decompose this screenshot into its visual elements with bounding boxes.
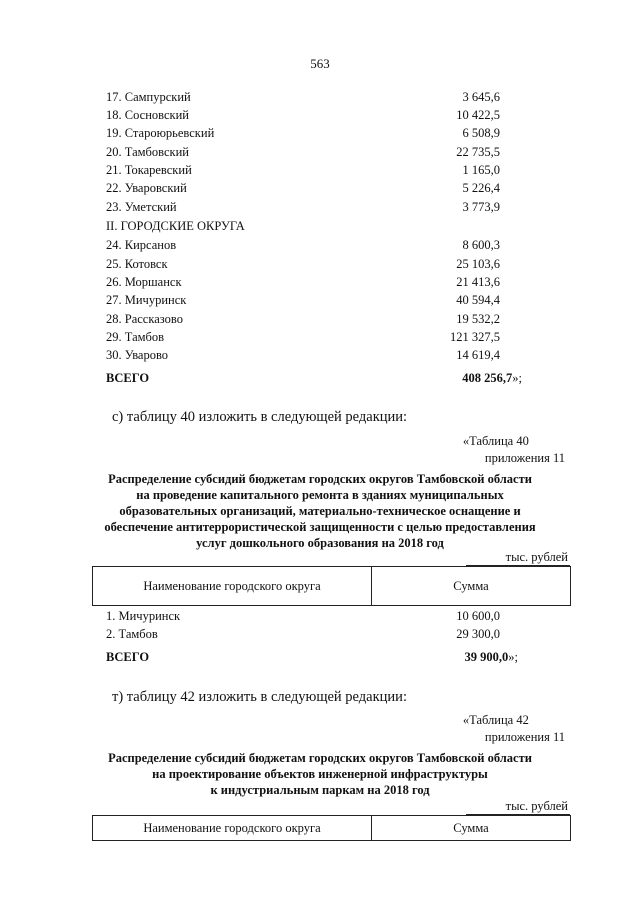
column-header-name: Наименование городского округа	[93, 567, 372, 605]
list-item: 18. Сосновский 10 422,5	[106, 108, 500, 122]
column-header-sum: Сумма	[453, 820, 489, 835]
units-label: тыс. рублей	[505, 799, 568, 813]
list-item: 23. Уметский 3 773,9	[106, 200, 500, 214]
table-row: 1. Мичуринск 10 600,0	[106, 609, 500, 623]
table42-heading: Распределение субсидий бюджетам городских округов Тамбовской области на проектирование объектов инженерной инфраструктуры к индустриальным паркам на 2018 год	[108, 751, 532, 797]
paragraph-c: с) таблицу 40 изложить в следующей редакции:	[112, 409, 408, 425]
list-item: 19. Староюрьевский 6 508,9	[106, 126, 500, 140]
list-item: 29. Тамбов 121 327,5	[106, 330, 500, 344]
table40-header	[92, 566, 571, 606]
list-item: 22. Уваровский 5 226,4	[106, 181, 500, 195]
table-row: 2. Тамбов 29 300,0	[106, 627, 500, 641]
list-item: 25. Котовск 25 103,6	[106, 257, 500, 271]
section-heading: II. ГОРОДСКИЕ ОКРУГА	[106, 219, 245, 233]
table40-reference: «Таблица 40 приложения 11	[462, 434, 565, 465]
paragraph-t: т) таблицу 42 изложить в следующей редакции:	[112, 689, 407, 705]
table42-reference: «Таблица 42 приложения 11	[462, 713, 565, 744]
total-row: ВСЕГО 39 900,0»;	[106, 650, 518, 664]
list-item: 20. Тамбовский 22 735,5	[106, 145, 500, 159]
total-row: ВСЕГО 408 256,7»;	[106, 371, 522, 385]
units-label: тыс. рублей	[505, 550, 568, 564]
list-item: 27. Мичуринск 40 594,4	[106, 293, 500, 307]
table40-heading: Распределение субсидий бюджетам городских округов Тамбовской области на проведение капитального ремонта в зданиях муниципальных образовательных организаций, материально-техническое оснащение и обеспечение антитеррористической защищенности с целью предоставления услуг дошкольного образования на 2018 год	[104, 472, 536, 550]
list-item: 21. Токаревский 1 165,0	[106, 163, 500, 177]
list-item: 28. Рассказово 19 532,2	[106, 312, 500, 326]
list-item: 30. Уварово 14 619,4	[106, 348, 500, 362]
page-number: 563	[310, 56, 330, 71]
list-item: 24. Кирсанов 8 600,3	[106, 238, 500, 252]
table42-header	[92, 815, 571, 841]
list-item: 17. Сампурский 3 645,6	[106, 90, 500, 104]
column-header-name: Наименование городского округа	[93, 816, 372, 840]
column-header-sum: Сумма	[453, 578, 489, 593]
list-item: 26. Моршанск 21 413,6	[106, 275, 500, 289]
